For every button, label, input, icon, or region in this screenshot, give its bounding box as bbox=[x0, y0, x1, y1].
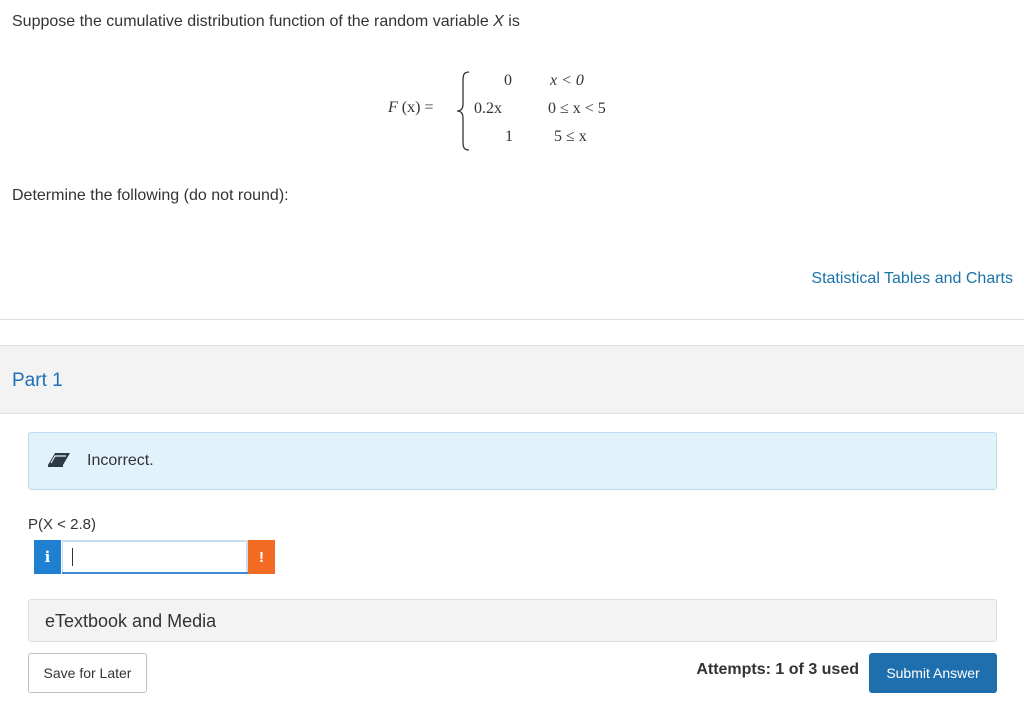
question-text bbox=[12, 13, 520, 31]
formula-row-2-condition: 0 ≤ x < 5 bbox=[548, 100, 606, 117]
question-variable: X bbox=[493, 13, 504, 30]
text-caret bbox=[72, 548, 73, 566]
save-for-later-button[interactable]: Save for Later bbox=[28, 653, 147, 693]
formula-row-3-value: 1 bbox=[505, 128, 513, 145]
left-brace-icon bbox=[455, 70, 471, 152]
eraser-icon bbox=[46, 450, 72, 470]
feedback-alert bbox=[28, 432, 997, 490]
warning-button[interactable]: ! bbox=[248, 540, 275, 574]
submit-answer-button[interactable]: Submit Answer bbox=[869, 653, 997, 693]
info-button[interactable]: i bbox=[34, 540, 61, 574]
formula-row-3-condition: 5 ≤ x bbox=[554, 128, 587, 145]
divider bbox=[0, 319, 1024, 320]
etextbook-label: eTextbook and Media bbox=[45, 611, 217, 631]
formula-row-2-value: 0.2x bbox=[474, 100, 502, 117]
instructions-text: Determine the following (do not round): bbox=[12, 187, 289, 204]
formula-lhs bbox=[388, 99, 433, 117]
formula-row-1-value: 0 bbox=[504, 72, 512, 89]
attempts-counter: Attempts: 1 of 3 used bbox=[696, 661, 859, 678]
formula-func-arg: (x) bbox=[401, 99, 421, 116]
answer-input[interactable] bbox=[62, 540, 248, 574]
question-intro-suffix: is bbox=[503, 13, 520, 30]
formula-func-name: F bbox=[388, 99, 398, 116]
question-intro-prefix: Suppose the cumulative distribution function of the random variable bbox=[12, 13, 494, 30]
part-title: Part 1 bbox=[12, 370, 63, 391]
part-header bbox=[0, 345, 1024, 414]
formula-row-1-condition: x < 0 bbox=[550, 72, 584, 89]
statistical-tables-link[interactable]: Statistical Tables and Charts bbox=[811, 270, 1013, 287]
answer-label: P(X < 2.8) bbox=[28, 516, 96, 533]
cdf-formula bbox=[388, 70, 648, 152]
formula-equals: = bbox=[424, 99, 434, 116]
etextbook-media-panel[interactable] bbox=[28, 599, 997, 642]
feedback-status: Incorrect. bbox=[87, 452, 154, 469]
